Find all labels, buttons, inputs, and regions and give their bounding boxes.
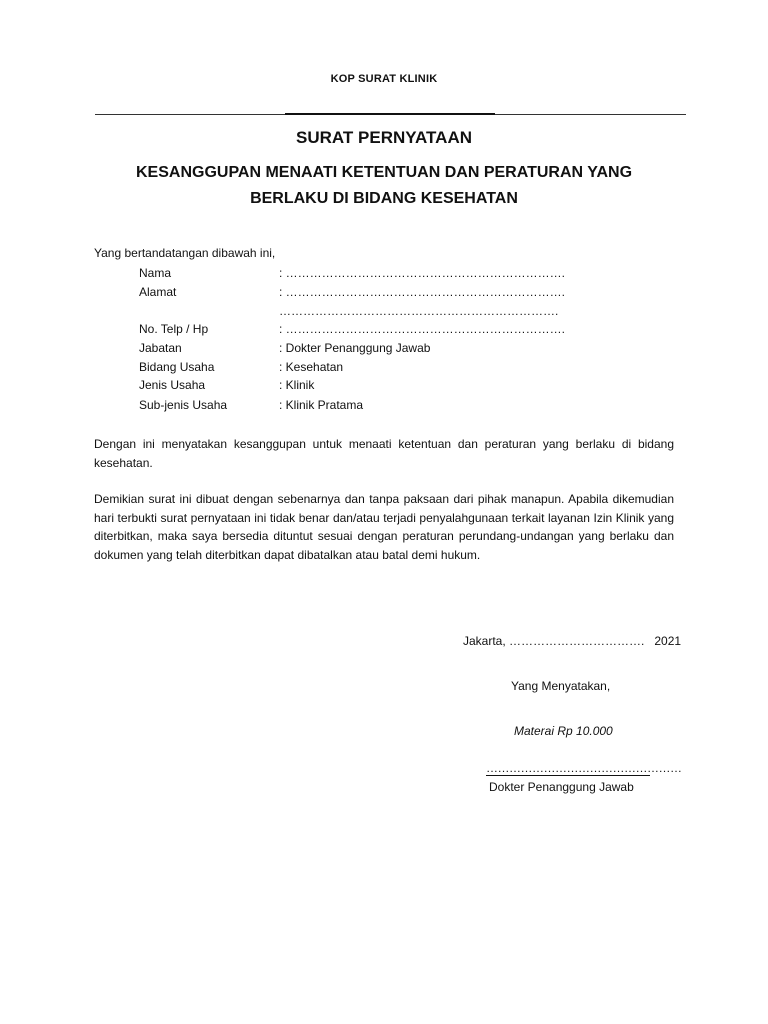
signature-underline [486,775,650,776]
field-label-jenis-usaha: Jenis Usaha [139,378,206,392]
field-label-bidang-usaha: Bidang Usaha [139,360,215,374]
field-label-alamat: Alamat [139,285,177,299]
field-label-sub-jenis-usaha: Sub-jenis Usaha [139,398,228,412]
year: 2021 [654,634,682,648]
field-label-nama: Nama [139,266,172,280]
field-value-jabatan: : Dokter Penanggung Jawab [279,341,431,355]
field-value-sub-jenis-usaha: : Klinik Pratama [279,398,364,412]
statement-paragraph: Dengan ini menyatakan kesanggupan untuk menaati ketentuan dan peraturan yang berlaku di bidang kesehatan. [94,437,674,470]
field-label-jabatan: Jabatan [139,341,182,355]
letterhead-placeholder: KOP SURAT KLINIK [330,73,438,85]
field-value-telp: : ……………………………………………………………. [279,322,566,336]
stamp-duty-placeholder: Materai Rp 10.000 [514,724,613,738]
header-divider-accent [285,113,495,115]
signatory-title: Dokter Penanggung Jawab [489,780,634,794]
closing-paragraph: Demikian surat ini dibuat dengan sebenarnya dan tanpa paksaan dari pihak manapun. Apabila dikemudian hari terbukti surat pernyataan ini tidak benar dan/atau terjadi penyalahgunaan terkait layanan Izin Klinik yang diterbitkan, maka saya bersedia dituntut sesuai dengan peraturan perundang-undangan yang berlaku dan dokumen yang telah diterbitkan dapat dibatalkan atau batal demi hukum. [94,492,674,562]
document-subtitle: KESANGGUPAN MENAATI KETENTUAN DAN PERATURAN YANG BERLAKU DI BIDANG KESEHATAN [135,164,633,207]
field-value-jenis-usaha: : Klinik [279,378,315,392]
place-date-line [463,634,681,648]
field-label-telp: No. Telp / Hp [139,322,209,336]
field-value-alamat-2: ……………………………………………………………. [279,304,559,318]
field-value-nama: : ……………………………………………………………. [279,266,566,280]
signature-caption: Yang Menyatakan, [511,679,611,693]
document-title: SURAT PERNYATAAN [296,128,472,147]
field-value-bidang-usaha: : Kesehatan [279,360,344,374]
field-value-alamat: : ……………………………………………………………. [279,285,566,299]
signature-blank: …………………………………………… [486,761,682,775]
intro-text: Yang bertandatangan dibawah ini, [94,246,276,260]
place-date: Jakarta, ……………………………. [463,634,645,648]
